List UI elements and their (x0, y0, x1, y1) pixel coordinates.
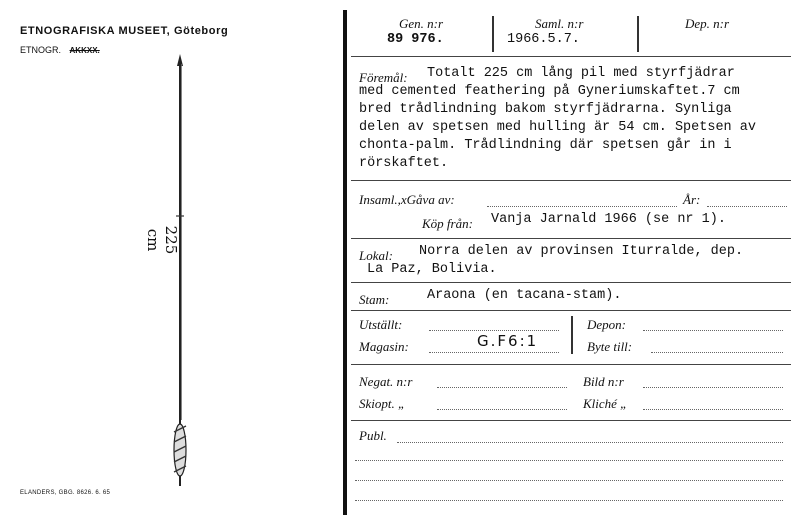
ar-line (707, 206, 787, 207)
arrow-drawing (144, 50, 200, 490)
negat-line (437, 387, 567, 388)
publ-label: Publ. (359, 428, 387, 443)
description-line-2: med cemented feathering på Gyneriumskaftet.7 cm (359, 84, 740, 99)
divider-kop (351, 238, 791, 239)
skiopt-line (437, 409, 567, 410)
length-note: 225 cm (144, 225, 180, 255)
bild-label: Bild n:r (583, 374, 624, 389)
bild-line (643, 387, 783, 388)
byte-label: Byte till: (587, 339, 633, 354)
magasin-label: Magasin: (359, 339, 409, 354)
catalog-card (343, 10, 799, 515)
lokal-line-1: Norra delen av provinsen Iturralde, dep. (419, 244, 744, 259)
printer-imprint: ELANDERS, GBG. 8626. 6. 65 (20, 490, 111, 496)
saml-value: 1966.5.7. (507, 32, 580, 47)
foremal-label: Föremål: (359, 70, 408, 85)
storage-divider (571, 316, 573, 354)
gen-value: 89 976. (387, 32, 444, 47)
header-divider-1 (492, 16, 494, 52)
header-divider-2 (637, 16, 639, 52)
ar-label: År: (683, 192, 701, 207)
negat-label: Negat. n:r (359, 374, 413, 389)
description-line-4: delen av spetsen med hulling är 54 cm. Spetsen av (359, 120, 756, 135)
description-line-1: Totalt 225 cm lång pil med styrfjädrar (427, 66, 735, 81)
stam-label: Stam: (359, 292, 390, 307)
divider-foremal (351, 180, 791, 181)
publ-line-4 (355, 500, 783, 501)
depon-label: Depon: (587, 317, 626, 332)
description-line-6: rörskaftet. (359, 156, 449, 171)
lokal-line-2: La Paz, Bolivia. (367, 262, 497, 277)
insamlare-line (487, 206, 677, 207)
stam-value: Araona (en tacana-stam). (427, 288, 622, 303)
description-line-3: bred trådlindning bakom styrfjädrarna. Synliga (359, 102, 732, 117)
saml-label: Saml. n:r (535, 16, 584, 31)
lokal-label: Lokal: (359, 248, 393, 263)
publ-line-1 (397, 442, 783, 443)
publ-line-2 (355, 460, 783, 461)
divider-photo (351, 420, 791, 421)
divider-storage (351, 364, 791, 365)
etnogr-line (20, 45, 100, 55)
gen-label: Gen. n:r (399, 16, 444, 31)
description-line-5: chonta-palm. Trådlindning där spetsen går in i (359, 138, 732, 153)
kliche-line (643, 409, 783, 410)
magasin-line (429, 352, 559, 353)
etnogr-label: ETNOGR. (20, 45, 62, 55)
utstallt-line (429, 330, 559, 331)
divider-stam (351, 310, 791, 311)
museum-name: ETNOGRAFISKA MUSEET, Göteborg (20, 25, 229, 37)
kop-label: Köp från: (422, 216, 473, 231)
depon-line (643, 330, 783, 331)
etnogr-code: AKKXX. (69, 46, 100, 55)
byte-line (651, 352, 783, 353)
divider-lokal (351, 282, 791, 283)
dep-label: Dep. n:r (685, 16, 730, 31)
skiopt-label: Skiopt. „ (359, 396, 406, 411)
insamlare-label: Insaml.,xGåva av: (359, 192, 455, 207)
magasin-value: G.F6:1 (477, 332, 539, 350)
kliche-label: Kliché „ (583, 396, 628, 411)
divider-header (351, 56, 791, 57)
kop-value: Vanja Jarnald 1966 (se nr 1). (491, 212, 726, 227)
publ-line-3 (355, 480, 783, 481)
utstallt-label: Utställt: (359, 317, 403, 332)
